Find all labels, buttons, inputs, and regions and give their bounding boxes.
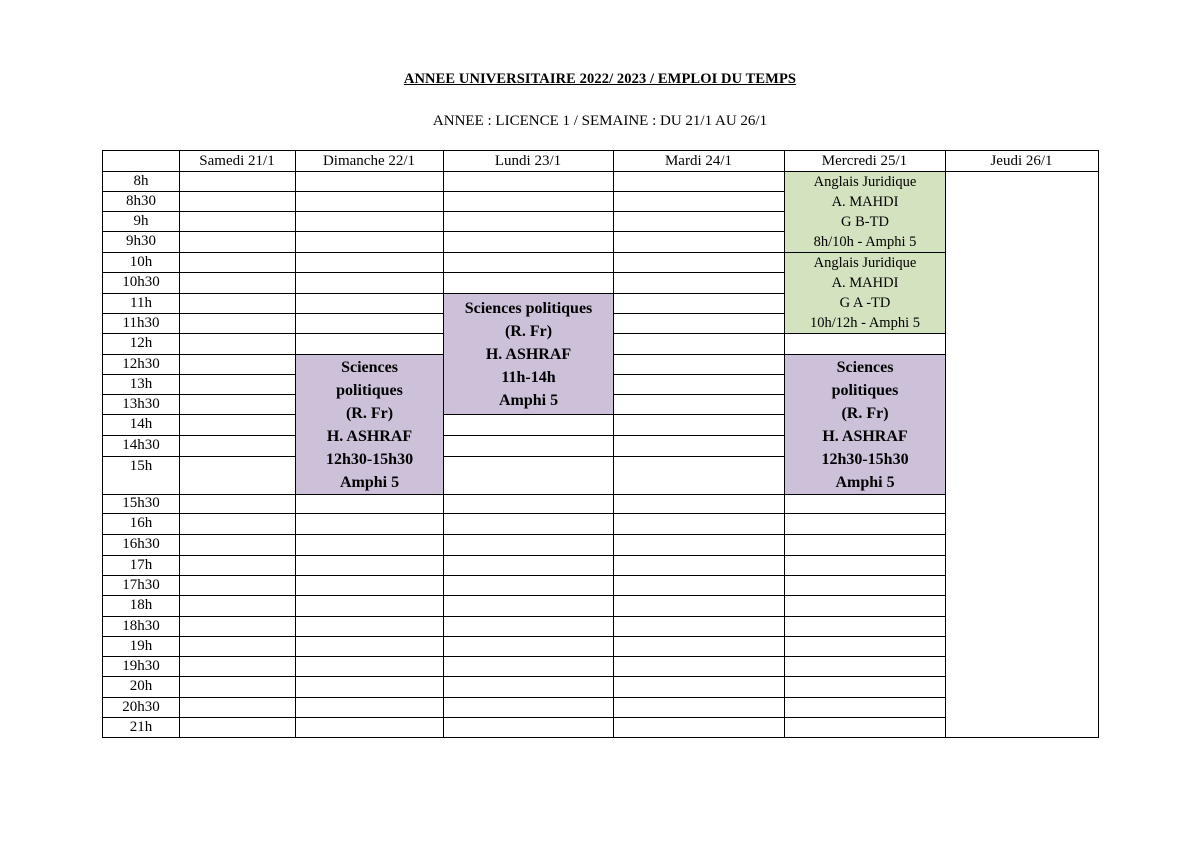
row-divider [613,374,784,375]
row-divider [103,313,179,314]
row-divider [784,555,945,556]
course-block[interactable] [296,355,443,494]
row-divider [295,656,443,657]
row-divider [179,717,295,718]
row-divider [784,656,945,657]
time-label: 9h30 [126,233,156,249]
row-divider [179,354,295,355]
time-label: 12h [129,335,153,351]
row-divider [613,333,784,334]
row-divider [295,293,443,294]
course-line: A. MAHDI [831,194,899,210]
row-divider [613,534,784,535]
time-label: 11h30 [122,315,160,331]
row-divider [443,231,613,232]
row-divider [613,494,784,495]
row-divider [179,534,295,535]
row-divider [443,211,613,212]
row-divider [295,494,443,495]
course-line: Sciences politiques [464,299,593,317]
row-divider [613,313,784,314]
time-label: 14h [129,416,153,432]
course-line: 12h30-15h30 [821,450,909,468]
row-divider [103,293,179,294]
time-label: 15h [129,458,153,474]
time-label: 18h [129,597,153,613]
course-line: Amphi 5 [339,473,400,491]
row-divider [295,717,443,718]
row-divider [179,513,295,514]
row-divider [179,211,295,212]
row-divider [443,697,613,698]
time-label: 10h [129,254,153,270]
row-divider [295,231,443,232]
row-divider [179,555,295,556]
row-divider [613,717,784,718]
course-line: Amphi 5 [835,473,895,491]
timetable-grid [102,150,1099,738]
column-divider [945,151,946,737]
row-divider [443,435,613,436]
time-label: 13h30 [122,396,160,412]
course-line: 8h/10h - Amphi 5 [813,234,917,250]
course-block[interactable] [785,253,945,333]
row-divider [613,595,784,596]
time-label: 15h30 [122,495,160,511]
row-divider [295,575,443,576]
day-header: Lundi 23/1 [494,153,562,169]
row-divider [179,616,295,617]
row-divider [613,435,784,436]
time-label: 16h30 [122,536,160,552]
course-line: 11h-14h [501,368,556,386]
row-divider [784,513,945,514]
row-divider [103,534,179,535]
row-divider [295,555,443,556]
row-divider [613,513,784,514]
day-header: Mercredi 25/1 [821,153,908,169]
course-line: (R. Fr) [841,404,889,422]
row-divider [295,333,443,334]
row-divider [179,293,295,294]
row-divider [103,272,179,273]
row-divider [103,414,179,415]
row-divider [443,534,613,535]
row-divider [295,595,443,596]
course-line: 12h30-15h30 [325,450,414,468]
course-line: (R. Fr) [345,404,394,422]
row-divider [103,494,179,495]
course-line: H. ASHRAF [326,427,413,445]
row-divider [613,456,784,457]
row-divider [613,697,784,698]
time-label: 19h [129,638,153,654]
time-label: 16h [129,515,153,531]
row-divider [613,676,784,677]
time-label: 8h30 [126,193,156,209]
row-divider [784,616,945,617]
time-label: 18h30 [122,618,160,634]
course-line: (R. Fr) [504,322,553,340]
day-header: Dimanche 22/1 [322,153,416,169]
row-divider [103,697,179,698]
time-label: 19h30 [122,658,160,674]
row-divider [103,456,179,457]
row-divider [103,333,179,334]
row-divider [784,697,945,698]
time-label: 8h [133,173,149,189]
course-line: A. MAHDI [831,275,899,291]
day-header: Samedi 21/1 [199,153,275,169]
row-divider [443,676,613,677]
row-divider [784,575,945,576]
row-divider [295,211,443,212]
column-divider [179,151,180,737]
row-divider [613,394,784,395]
time-label: 17h30 [122,577,160,593]
row-divider [295,616,443,617]
row-divider [103,636,179,637]
row-divider [179,456,295,457]
row-divider [613,354,784,355]
time-label: 20h [129,678,153,694]
row-divider [179,252,295,253]
row-divider [295,513,443,514]
row-divider [613,211,784,212]
row-divider [443,272,613,273]
row-divider [179,414,295,415]
document-subtitle: ANNEE : LICENCE 1 / SEMAINE : DU 21/1 AU 26/1 [432,113,768,129]
time-label: 17h [129,557,153,573]
row-divider [179,676,295,677]
row-divider [103,374,179,375]
row-divider [179,575,295,576]
column-divider [443,151,444,737]
course-line: Amphi 5 [498,391,559,409]
row-divider [784,636,945,637]
row-divider [179,636,295,637]
row-divider [295,272,443,273]
row-divider [443,595,613,596]
row-divider [443,555,613,556]
row-divider [443,575,613,576]
time-label: 12h30 [122,356,160,372]
row-divider [103,555,179,556]
row-divider [103,717,179,718]
course-line: 10h/12h - Amphi 5 [810,315,920,331]
row-divider [179,656,295,657]
document-title: ANNEE UNIVERSITAIRE 2022/ 2023 / EMPLOI DU TEMPS [403,71,797,87]
row-divider [613,656,784,657]
course-line: Sciences [836,358,894,376]
row-divider [443,191,613,192]
row-divider [103,513,179,514]
row-divider [103,252,179,253]
row-divider [103,575,179,576]
row-divider [295,313,443,314]
row-divider [613,575,784,576]
course-line: H. ASHRAF [822,427,908,445]
row-divider [179,394,295,395]
row-divider [103,394,179,395]
row-divider [179,697,295,698]
course-line: Anglais Juridique [813,174,917,190]
row-divider [179,374,295,375]
course-line: Anglais Juridique [813,255,917,271]
row-divider [103,211,179,212]
time-label: 11h [130,295,152,311]
course-line: G B-TD [841,214,889,230]
row-divider [103,676,179,677]
row-divider [784,595,945,596]
course-block[interactable] [785,355,945,494]
row-divider [295,191,443,192]
row-divider [295,636,443,637]
row-divider [179,313,295,314]
row-divider [613,293,784,294]
row-divider [103,231,179,232]
row-divider [103,354,179,355]
row-divider [179,595,295,596]
row-divider [295,676,443,677]
row-divider [613,191,784,192]
row-divider [443,494,613,495]
course-line: Sciences [341,358,398,376]
row-divider [784,676,945,677]
row-divider [179,435,295,436]
row-divider [613,414,784,415]
course-block[interactable] [785,172,945,252]
time-label: 21h [129,719,153,735]
course-line: politiques [336,381,403,399]
row-divider [103,616,179,617]
row-divider [443,513,613,514]
time-label: 10h30 [122,274,160,290]
row-divider [443,616,613,617]
time-label: 20h30 [122,699,160,715]
course-line: H. ASHRAF [485,345,572,363]
time-label: 14h30 [122,437,160,453]
row-divider [295,697,443,698]
row-divider [613,231,784,232]
row-divider [295,534,443,535]
course-line: politiques [831,381,899,399]
column-divider [613,151,614,737]
row-divider [784,494,945,495]
row-divider [443,456,613,457]
row-divider [443,717,613,718]
row-divider [443,636,613,637]
row-divider [613,252,784,253]
header-divider [103,171,1098,172]
row-divider [179,494,295,495]
row-divider [443,252,613,253]
time-label: 13h [129,376,153,392]
row-divider [295,252,443,253]
day-header: Jeudi 26/1 [990,153,1053,169]
row-divider [443,414,613,415]
row-divider [443,656,613,657]
row-divider [613,616,784,617]
day-header: Mardi 24/1 [664,153,733,169]
row-divider [179,191,295,192]
row-divider [179,333,295,334]
row-divider [613,272,784,273]
row-divider [179,272,295,273]
course-line: G A -TD [839,295,891,311]
row-divider [784,717,945,718]
row-divider [784,333,945,334]
course-block[interactable] [444,294,613,414]
row-divider [103,191,179,192]
row-divider [613,555,784,556]
row-divider [784,534,945,535]
row-divider [103,435,179,436]
time-label: 9h [133,213,149,229]
row-divider [103,656,179,657]
row-divider [613,636,784,637]
row-divider [179,231,295,232]
row-divider [103,595,179,596]
